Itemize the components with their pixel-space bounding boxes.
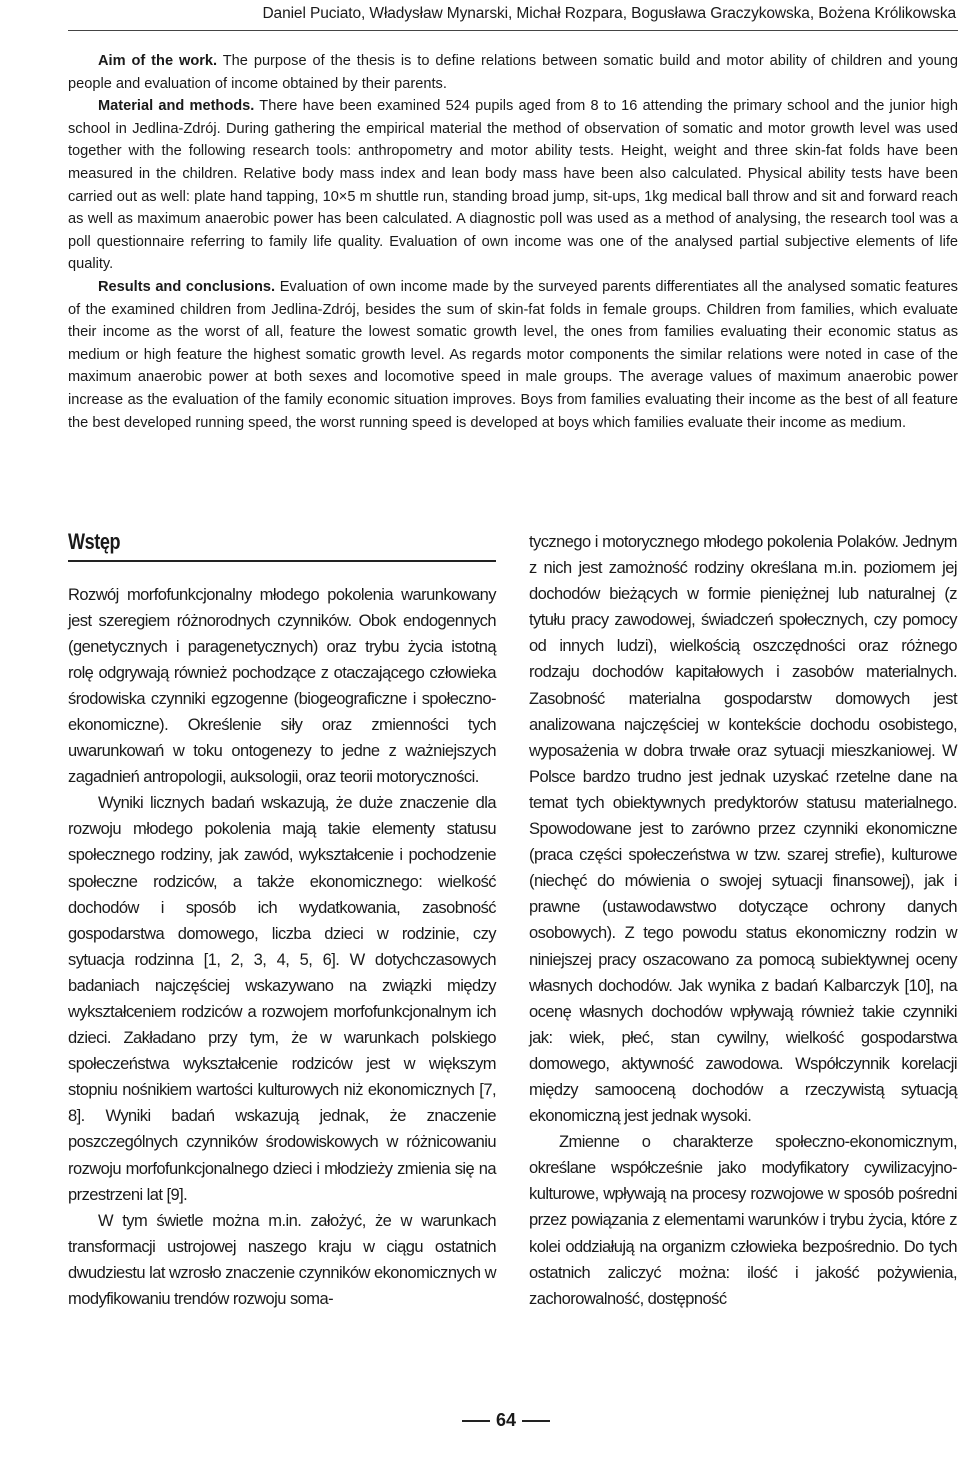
header-divider xyxy=(68,30,958,31)
methods-text: There have been examined 524 pupils aged from 8 to 16 attending the primary school and the junior high school in Jedlina-Zdrój. During gathering the empirical material the method of observation of somatic and motor growth level was used together with the following research tools: anthropometry and motor ability tests. Height, weight and three skin-fat folds have been measured in the children. Relative body mass index and lean body mass have been also calculated. Physical ability tests have been carried out as well: plate hand tapping, 10×5 m shuttle run, standing broad jump, sit-ups, 1kg medical ball throw and sit and forward reach as well as maximum anaerobic power has been calculated. A diagnostic poll was used as a method of analysing, the research tool was a poll questionnaire referring to family life quality. Evaluation of own income was one of the analysed partial subjective elements of life quality. xyxy=(68,98,958,273)
aim-label: Aim of the work. xyxy=(98,53,218,69)
running-header: Daniel Puciato, Władysław Mynarski, Michał Rozpara, Bogusława Graczykowska, Bożena Królikowska xyxy=(262,5,956,22)
left-paragraph-1: Rozwój morfofunkcjonalny młodego pokolenia warunkowany jest szeregiem różnorodnych czynników. Obok endogennych (genetycznych i paragenetycznych) oraz trybu życia istotną rolę odgrywają również pochodzące z otaczającego człowieka środowiska czynniki egzogenne (biogeograficzne i społeczno-ekonomiczne). Określenie siły oraz zmienności tych uwarunkowań w toku ontogenezy to jedne z ważniejszych zagadnień antropologii, auksologii, oraz teorii motoryczności. xyxy=(68,585,496,787)
page-number-dash-left xyxy=(462,1420,490,1422)
page-number-value: 64 xyxy=(495,1410,517,1430)
left-paragraph-3: W tym świetle można m.in. założyć, że w warunkach transformacji ustrojowej naszego kraju w ciągu ostatnich dwudziestu lat wzrosło znaczenie czynników ekonomicznych w modyfikowaniu trendów rozwoju soma- xyxy=(68,1211,496,1309)
results-text: Evaluation of own income made by the surveyed parents differentiates all the analysed somatic features of the examined children from Jedlina-Zdrój, besides the sum of skin-fat folds in female groups. Children from families, which evaluate their income as the worst of all, feature the lowest somatic growth level, the ones from families evaluating their economic status as medium or high feature the highest somatic growth level. As regards motor components the similar relations were noted in case of the maximum anaerobic power at both sexes and locomotive speed in male groups. The average values of maximum anaerobic power increase as the evaluation of the family economic situation improves. Boys from families evaluating their income as the best of all feature the best developed running speed, the worst running speed is developed at boys which families evaluate their income as medium. xyxy=(68,278,958,431)
abstract xyxy=(68,50,958,434)
page-number-dash-right xyxy=(522,1420,550,1422)
abstract-results xyxy=(68,276,958,434)
right-column xyxy=(529,529,957,1312)
left-paragraph-2: Wyniki licznych badań wskazują, że duże znaczenie dla rozwoju młodego pokolenia mają takie elementy statusu społecznego rodziny, jak zawód, wykształcenie i pochodzenie społeczne rodziców, a także ekonomicznego: wielkość dochodów i sposób ich wydatkowania, zasobność gospodarstwa domowego, liczba dzieci w rodzinie, czy sytuacja rodzinna [1, 2, 3, 4, 5, 6]. W dotychczasowych badaniach najczęściej wskazywano na związki między wykształceniem rodziców a rozwojem morfofunkcjonalnym ich dzieci. Zakładano przy tym, że w warunkach polskiego społeczeństwa wykształcenie rodziców jest w większym stopniu nośnikiem wartości kulturowych niż ekonomicznych [7, 8]. Wyniki badań wskazują jednak, że znaczenie poszczególnych czynników środowiskowych w różnicowaniu rozwoju morfofunkcjonalnego dzieci i młodzieży zmienia się na przestrzeni lat [9]. xyxy=(68,794,496,1204)
abstract-methods xyxy=(68,95,958,276)
section-title-rule xyxy=(68,560,496,562)
section-title: Wstęp xyxy=(68,529,121,554)
abstract-aim xyxy=(68,50,958,95)
aim-text: The purpose of the thesis is to define relations between somatic build and motor ability of children and young people and evaluation of income obtained by their parents. xyxy=(68,53,958,92)
methods-label: Material and methods. xyxy=(98,98,255,115)
left-column xyxy=(68,528,496,1312)
right-paragraph-2: Zmienne o charakterze społeczno-ekonomicznym, określane współcześnie jako modyfikatory cywilizacyjno-kulturowe, wpływają na procesy rozwojowe w sposób pośredni przez powiązania z elementami warunków i trybu życia, które z kolei oddziałują na organizm człowieka bezpośrednio. Do tych ostatnich zaliczyć można: ilość i jakość pożywienia, zachorowalność, dostępność xyxy=(529,1133,957,1308)
results-label: Results and conclusions. xyxy=(98,278,276,295)
page-number xyxy=(0,1410,960,1431)
right-paragraph-1: tycznego i motorycznego młodego pokolenia Polaków. Jednym z nich jest zamożność rodziny określana m.in. poziomem jej dochodów bieżących w formie pieniężnej lub naturalnej (z tytułu pracy zawodowej, świadczeń społecznych, czy pomocy od innych ludzi), wielkością oszczędności oraz różnego rodzaju dochodów kapitałowych i zasobów materialnych. Zasobność materialna gospodarstw domowych jest analizowana najczęściej w kontekście dochodu osobistego, wyposażenia w dobra trwałe oraz sytuacji mieszkaniowej. W Polsce bardzo trudno jest jednak uzyskać rzetelne dane na temat tych obiektywnych predyktorów statusu materialnego. Spowodowane jest to zarówno przez czynniki ekonomiczne (praca części społeczeństwa w tzw. szarej strefie), kulturowe (niechęć do mówienia o swojej sytuacji finansowej), jak i prawne (ustawodawstwo dotyczące ochrony danych osobowych). Z tego powodu status ekonomiczny rodzin w niniejszej pracy oszacowano za pomocą subiektywnej oceny własnych dochodów. Jak wynika z badań Kalbarczyk [10], na ocenę własnych dochodów wpływają również takie czynniki jak: wiek, płeć, stan cywilny, wielkość gospodarstwa domowego, aktywność zawodowa. Współczynnik korelacji między samooceną dochodów a rzeczywistą sytuacją ekonomiczną jest jednak wysoki. xyxy=(529,533,957,1126)
